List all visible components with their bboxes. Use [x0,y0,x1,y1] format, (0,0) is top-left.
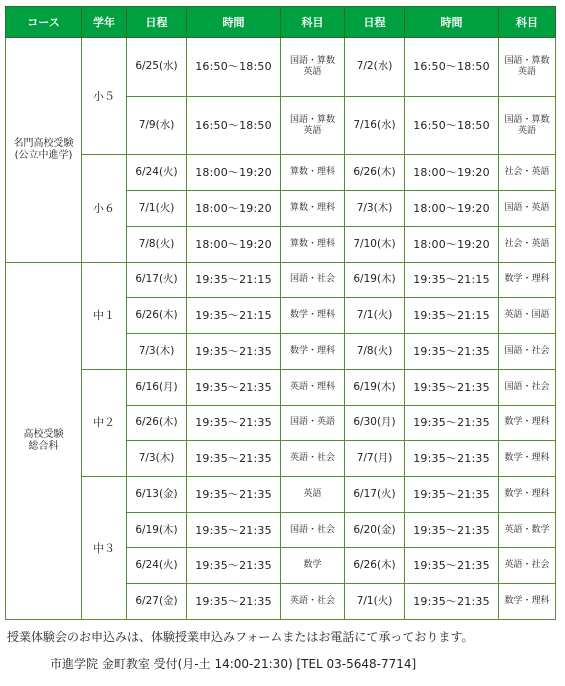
time-1-cell: 19:35～21:15 [187,262,281,298]
subject-1-cell: 英語・理科 [281,369,345,405]
grade-cell: 中２ [82,369,127,476]
date-2-cell: 7/10(木) [345,226,405,262]
date-1-cell: 7/9(水) [127,96,187,155]
subject-2-cell: 社会・英語 [499,226,556,262]
table-row [6,477,556,513]
subject-1-cell: 算数・理科 [281,226,345,262]
subject-2-cell: 国語・社会 [499,334,556,370]
date-1-cell: 7/1(火) [127,191,187,227]
course-cell [6,38,82,263]
subject-2-cell: 国語・算数 英語 [499,38,556,97]
date-2-cell: 7/3(木) [345,191,405,227]
contact-info: 市進学院 金町教室 受付(月-土 14:00-21:30) [TEL 03-5648-7714] [50,657,417,671]
time-2-cell: 19:35～21:35 [405,441,499,477]
subject-2-cell: 国語・社会 [499,369,556,405]
time-2-cell: 18:00～19:20 [405,155,499,191]
subject-2-cell: 英語・数学 [499,512,556,548]
time-1-cell: 19:35～21:35 [187,512,281,548]
time-1-cell: 19:35～21:35 [187,334,281,370]
time-2-cell: 19:35～21:35 [405,512,499,548]
header-row [6,7,556,38]
time-2-cell: 19:35～21:35 [405,477,499,513]
time-2-cell: 19:35～21:15 [405,298,499,334]
subject-1-cell: 国語・算数 英語 [281,96,345,155]
date-1-cell: 6/24(火) [127,155,187,191]
date-1-cell: 6/19(木) [127,512,187,548]
subject-1-cell: 英語・社会 [281,584,345,620]
subject-1-cell: 英語 [281,477,345,513]
grade-cell: 小６ [82,155,127,262]
time-1-cell: 19:35～21:15 [187,298,281,334]
subject-1-cell: 数学 [281,548,345,584]
date-1-cell: 7/3(木) [127,441,187,477]
date-2-cell: 6/26(木) [345,548,405,584]
date-2-cell: 6/20(金) [345,512,405,548]
course-subtitle: (公立中進学) [14,149,73,161]
subject-2-cell: 数学・理科 [499,584,556,620]
subject-1-cell: 国語・社会 [281,512,345,548]
time-1-cell: 19:35～21:35 [187,548,281,584]
header-subject-2: 科目 [499,7,556,38]
subject-2-cell: 数学・理科 [499,262,556,298]
subject-2-cell: 社会・英語 [499,155,556,191]
subject-2-cell: 国語・英語 [499,191,556,227]
subject-1-cell: 算数・理科 [281,191,345,227]
date-1-cell: 6/16(月) [127,369,187,405]
header-subject-1: 科目 [281,7,345,38]
grade-cell: 小５ [82,38,127,155]
schedule-body [6,38,556,620]
subject-1-cell: 英語・社会 [281,441,345,477]
time-1-cell: 18:00～19:20 [187,191,281,227]
time-2-cell: 19:35～21:15 [405,262,499,298]
header-time-1: 時間 [187,7,281,38]
subject-1-cell: 国語・社会 [281,262,345,298]
table-row [6,262,556,298]
time-1-cell: 19:35～21:35 [187,441,281,477]
date-1-cell: 7/8(火) [127,226,187,262]
date-1-cell: 6/13(金) [127,477,187,513]
date-1-cell: 6/27(金) [127,584,187,620]
date-2-cell: 7/1(火) [345,584,405,620]
subject-1-cell: 国語・英語 [281,405,345,441]
date-1-cell: 6/26(木) [127,298,187,334]
time-2-cell: 16:50～18:50 [405,38,499,97]
time-1-cell: 19:35～21:35 [187,584,281,620]
course-subtitle: 総合科 [28,440,59,452]
subject-2-cell: 数学・理科 [499,441,556,477]
subject-1-cell: 算数・理科 [281,155,345,191]
time-1-cell: 19:35～21:35 [187,405,281,441]
date-1-cell: 6/24(火) [127,548,187,584]
time-2-cell: 18:00～19:20 [405,191,499,227]
date-2-cell: 7/1(火) [345,298,405,334]
time-2-cell: 19:35～21:35 [405,584,499,620]
subject-1-cell: 数学・理科 [281,298,345,334]
header-date-1: 日程 [127,7,187,38]
time-2-cell: 19:35～21:35 [405,369,499,405]
date-2-cell: 6/19(木) [345,262,405,298]
time-2-cell: 19:35～21:35 [405,334,499,370]
time-1-cell: 18:00～19:20 [187,155,281,191]
table-row [6,155,556,191]
time-1-cell: 18:00～19:20 [187,226,281,262]
course-name: 名門高校受験 [13,137,74,149]
subject-2-cell: 英語・社会 [499,548,556,584]
date-1-cell: 6/17(火) [127,262,187,298]
subject-2-cell: 英語・国語 [499,298,556,334]
time-1-cell: 16:50～18:50 [187,96,281,155]
time-2-cell: 16:50～18:50 [405,96,499,155]
date-2-cell: 6/19(木) [345,369,405,405]
date-1-cell: 7/3(木) [127,334,187,370]
subject-2-cell: 数学・理科 [499,405,556,441]
header-date-2: 日程 [345,7,405,38]
schedule-table [5,6,556,620]
time-2-cell: 18:00～19:20 [405,226,499,262]
date-2-cell: 6/26(木) [345,155,405,191]
table-row [6,38,556,97]
subject-2-cell: 数学・理科 [499,477,556,513]
date-1-cell: 6/26(木) [127,405,187,441]
subject-1-cell: 数学・理科 [281,334,345,370]
date-2-cell: 7/2(水) [345,38,405,97]
header-time-2: 時間 [405,7,499,38]
time-2-cell: 19:35～21:35 [405,405,499,441]
subject-1-cell: 国語・算数 英語 [281,38,345,97]
date-1-cell: 6/25(水) [127,38,187,97]
grade-cell: 中１ [82,262,127,369]
application-note: 授業体験会のお申込みは、体験授業申込みフォームまたはお電話にて承っております。 [7,630,474,644]
course-name: 高校受験 [23,428,64,440]
time-1-cell: 19:35～21:35 [187,477,281,513]
time-2-cell: 19:35～21:35 [405,548,499,584]
time-1-cell: 16:50～18:50 [187,38,281,97]
date-2-cell: 6/17(火) [345,477,405,513]
course-cell [6,262,82,619]
time-1-cell: 19:35～21:35 [187,369,281,405]
date-2-cell: 6/30(月) [345,405,405,441]
date-2-cell: 7/8(火) [345,334,405,370]
header-grade: 学年 [82,7,127,38]
table-row [6,369,556,405]
header-course: コース [6,7,82,38]
subject-2-cell: 国語・算数 英語 [499,96,556,155]
date-2-cell: 7/16(水) [345,96,405,155]
grade-cell: 中３ [82,477,127,620]
date-2-cell: 7/7(月) [345,441,405,477]
